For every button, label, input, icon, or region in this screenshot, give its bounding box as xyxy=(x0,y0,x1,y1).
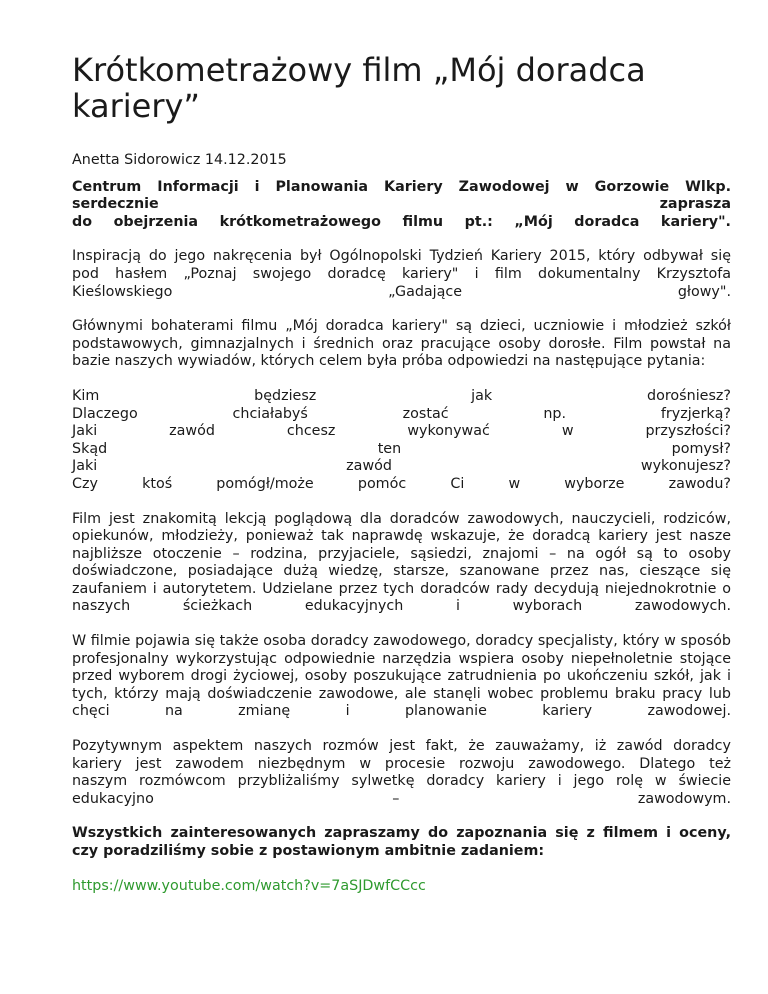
author-date: Anetta Sidorowicz 14.12.2015 xyxy=(72,152,287,168)
paragraph-positive xyxy=(72,738,731,808)
youtube-link[interactable]: https://www.youtube.com/watch?v=7aSJDwfCCcc xyxy=(72,877,426,894)
paragraph-counselor: W filmie pojawia się także osoba doradcy zawodowego, doradcy specjalisty, który w sposób profesjonalny wykorzystując odpowiednie narzędzia wspiera osoby niepełnoletnie stojące przed wyborem drogi życiowej, osoby poszukujące zatrudnienia po ukończeniu szkół, jak i tych, którzy mają doświadczenie zawodowe, ale stanęli wobec problemu braku pracy lub chęci na zmianę i planowanie kariery zawodowej. xyxy=(72,633,731,720)
intro-line: do obejrzenia krótkometrażowego filmu pt.: „Mój doradca kariery". xyxy=(72,213,731,230)
paragraph-inspiration xyxy=(72,248,731,301)
question-line: Kim będziesz jak dorośniesz? xyxy=(72,387,731,404)
paragraph-lesson: Film jest znakomitą lekcją poglądową dla doradców zawodowych, nauczycieli, rodziców, opiekunów, młodzieży, ponieważ tak naprawdę wskazuje, że doradcą kariery jest nasze najbliższe otoczenie – rodzina, przyjaciele, sąsiedzi, znajomi – na ogół są to osoby doświadczone, posiadające dużą wiedzę, starsze, szanowane przez nas, cieszące się zaufaniem i autorytetem. Udzielane przez tych doradców rady decydują niejednokrotnie o naszych ścieżkach edukacyjnych i wyborach zawodowych. xyxy=(72,510,731,615)
paragraph-characters: Głównymi bohaterami filmu „Mój doradca kariery" są dzieci, uczniowie i młodzież szkół podstawowych, gimnazjalnych i średnich oraz pracujące osoby dorosłe. Film powstał na bazie naszych wywiadów, których celem była próba odpowiedzi na następujące pytania: xyxy=(72,318,731,370)
article xyxy=(72,52,731,895)
paragraph-line: edukacyjno – zawodowym. xyxy=(72,790,731,807)
paragraph-line: kariery jest zawodem niezbędnym w procesie rozwoju zawodowego. Dlatego też xyxy=(72,755,731,772)
question-line: Jaki zawód wykonujesz? xyxy=(72,458,731,475)
paragraph-line: Inspiracją do jego nakręcenia był Ogólnopolski Tydzień Kariery 2015, który odbywał się xyxy=(72,248,731,265)
paragraph-line: pod hasłem „Poznaj swojego doradcę kariery" i film dokumentalny Krzysztofa xyxy=(72,265,731,282)
question-line: Jaki zawód chcesz wykonywać w przyszłości? xyxy=(72,423,731,440)
article-title: Krótkometrażowy film „Mój doradca kariery” xyxy=(72,51,646,125)
question-line: Skąd ten pomysł? xyxy=(72,440,731,457)
questions-list xyxy=(72,388,731,494)
question-line: Dlaczego chciałabyś zostać np. fryzjerką? xyxy=(72,405,731,422)
closing-invitation: Wszystkich zainteresowanych zapraszamy do zapoznania się z filmem i oceny, czy poradziliśmy sobie z postawionym ambitnie zadaniem: xyxy=(72,825,731,859)
paragraph-line: Pozytywnym aspektem naszych rozmów jest fakt, że zauważamy, iż zawód doradcy xyxy=(72,738,731,755)
intro-paragraph xyxy=(72,179,731,232)
paragraph-line: naszym rozmówcom przybliżaliśmy sylwetkę doradcy kariery i jego rolę w świecie xyxy=(72,773,731,790)
question-line: Czy ktoś pomógł/może pomóc Ci w wyborze zawodu? xyxy=(72,475,731,492)
intro-line: Centrum Informacji i Planowania Kariery Zawodowej w Gorzowie Wlkp. xyxy=(72,178,731,195)
intro-line: serdecznie zaprasza xyxy=(72,196,731,213)
paragraph-line: Kieślowskiego „Gadające głowy". xyxy=(72,283,731,300)
